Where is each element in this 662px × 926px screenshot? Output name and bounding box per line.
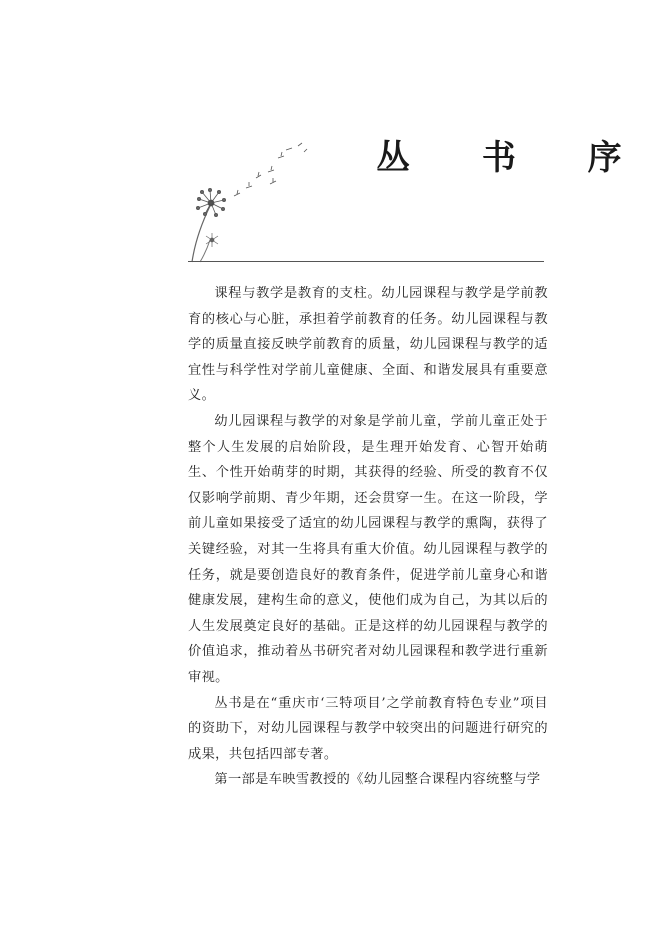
page-title: 丛 书 序: [376, 138, 652, 178]
dandelion-illustration: [186, 140, 316, 265]
paragraph: 第一部是车映雪教授的《幼儿园整合课程内容统整与学: [214, 772, 541, 788]
preface-body: [188, 281, 548, 793]
paragraph: 幼儿园课程与教学的对象是学前儿童，学前儿童正处于整个人生发展的启始阶段，是生理开始发育、心智开始萌生、个性开始萌芽的时期，其获得的经验、所受的教育不仅仅影响学前期、青少年期，还会贯穿一生。在这一阶段，学前儿童如果接受了适宜的幼儿园课程与教学的熏陶，获得了关键经验，对其一生将具有重大价值。幼儿园课程与教学的任务，就是要创造良好的教育条件，促进学前儿童身心和谐健康发展，建构生命的意义，使他们成为自己，为其以后的人生发展奠定良好的基础。正是这样的幼儿园课程与教学的价值追求，推动着丛书研究者对幼儿园课程和教学进行重新审视。: [188, 413, 548, 685]
paragraph: 课程与教学是教育的支柱。幼儿园课程与教学是学前教育的核心与心脏，承担着学前教育的任务。幼儿园课程与教学的质量直接反映学前教育的质量，幼儿园课程与教学的适宜性与科学性对学前儿童健康、全面、和谐发展具有重要意义。: [188, 286, 548, 404]
title-divider: [188, 261, 544, 262]
paragraph: 丛书是在“重庆市‘三特项目’之学前教育特色专业”项目的资助下，对幼儿园课程与教学中较突出的问题进行研究的成果，共包括四部专著。: [188, 695, 548, 762]
